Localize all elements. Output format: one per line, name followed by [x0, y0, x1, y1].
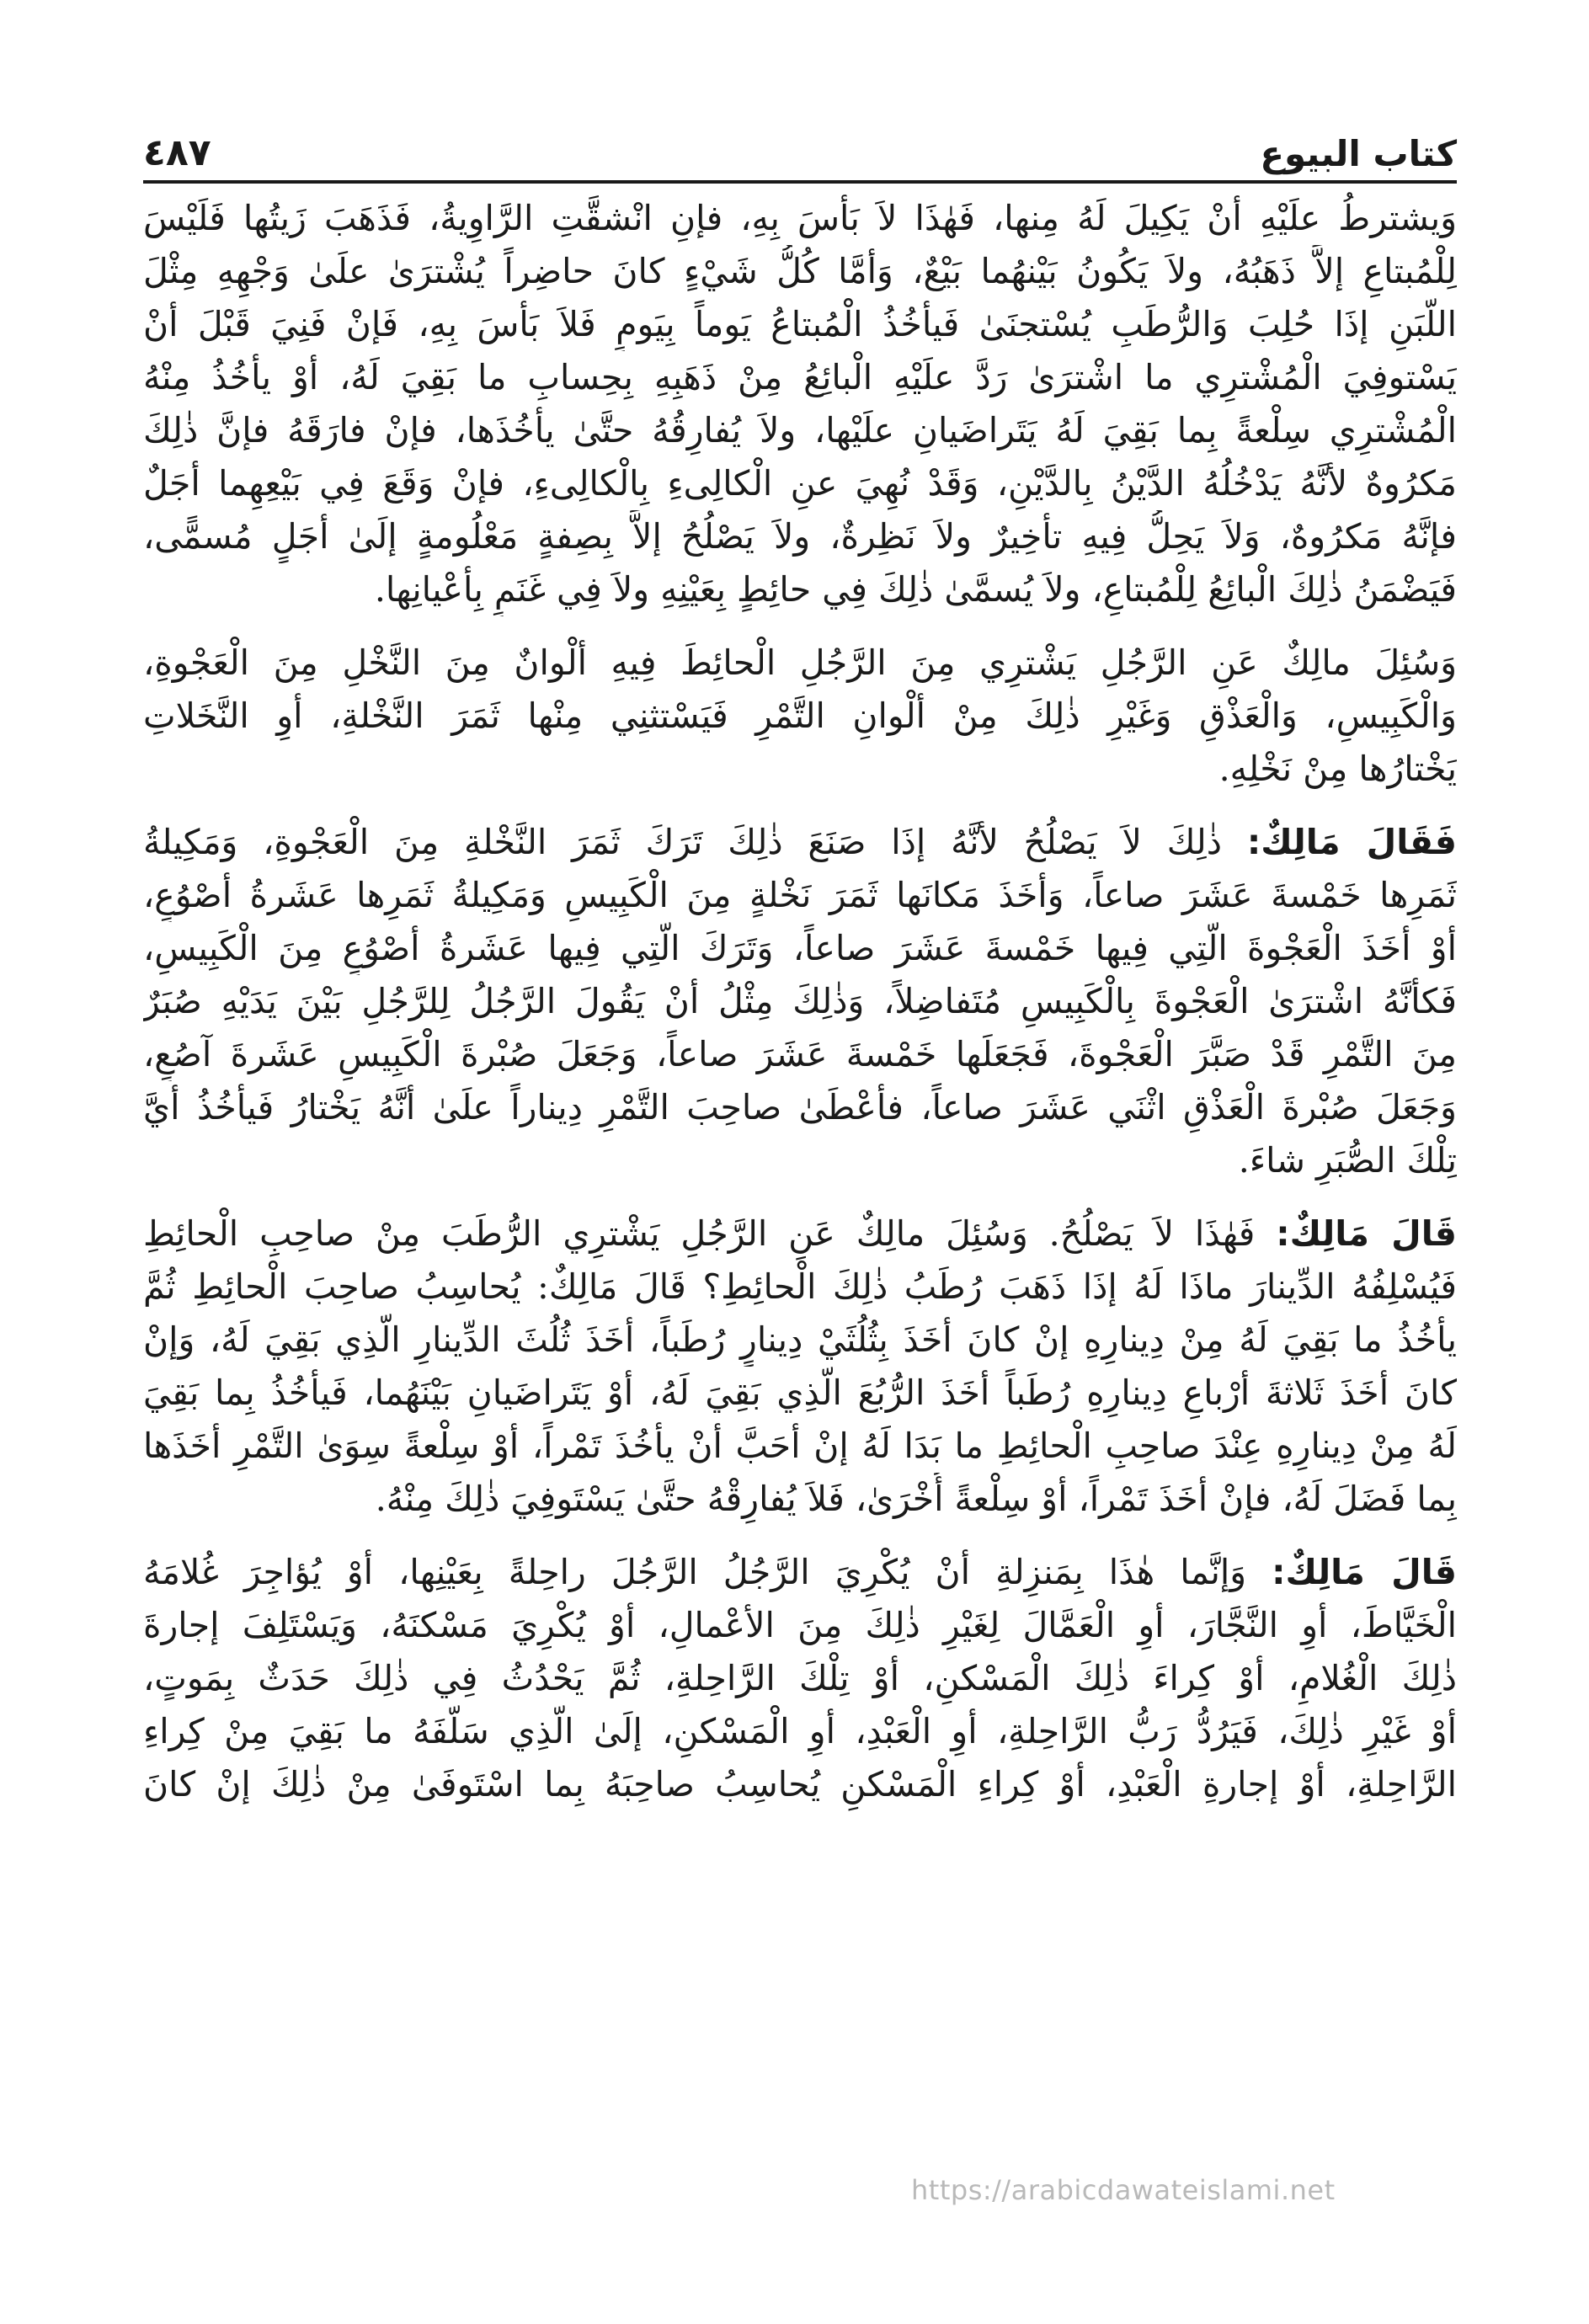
text-line: مِنَ التَّمْرِ قَدْ صَبَّرَ الْعَجْوةَ، فَجَعَلَها خَمْسةَ عَشَرَ صاعاً، وَجَعَلَ صُبْرةَ الْكَبِيسِ عَشَرةَ آصُعٍ، [143, 1034, 1457, 1074]
line-text: فَهٰذَا لاَ يَصْلُحُ. وَسُئِلَ مالِكٌ عَنِ الرَّجُلِ يَشْترِي الرُّطَبَ مِنْ صاحِبِ الْحائِطِ [143, 1213, 1256, 1254]
text-line: لَهُ مِنْ دِينارِهِ عِنْدَ صاحِبِ الْحائِطِ ما بَدَا لَهُ إنْ أحَبَّ أنْ يأخُذَ تَمْراً، أوْ سِلْعةً سِوَىٰ التَّمْرِ أخَذَها [143, 1426, 1457, 1466]
text-line: فَيُسْلِفُهُ الدِّينارَ ماذَا لَهُ إذَا ذَهَبَ رُطَبُ ذٰلِكَ الْحائِطِ؟ قَالَ مَالِكٌ: يُحاسِبُ صاحِبَ الْحائِطِ ثُمَّ [143, 1266, 1457, 1307]
page-number: ٤٨٧ [143, 131, 211, 174]
paragraph [143, 192, 1457, 616]
text-line: يأخُذُ ما بَقِيَ لَهُ مِنْ دِينارِهِ إنْ كانَ أخَذَ بِثُلُثَيْ دِينارٍ رُطَباً، أخَذَ ثُلُثَ الدِّينارِ الَّذِي بَقِيَ لَهُ، وَإنْ [143, 1319, 1457, 1360]
paragraph [143, 816, 1457, 1187]
text-line: وَجَعَلَ صُبْرةَ الْعَذْقِ اثْنَي عَشَرَ صاعاً، فأعْطَىٰ صاحِبَ التَّمْرِ دِيناراً علَىٰ أنَّهُ يَخْتارُ فَيأخُذُ أيَّ [143, 1087, 1457, 1127]
speaker-label: فَقَالَ مَالِكٌ: [1246, 822, 1457, 862]
running-title: كتاب البيوع [1260, 133, 1457, 174]
paragraph [143, 1546, 1457, 1811]
text-line: بِما فَضَلَ لَهُ، فإنْ أخَذَ تَمْراً، أوْ سِلْعةً أُخْرَىٰ، فَلاَ يُفارِقْهُ حتَّىٰ يَسْتَوفِيَ ذٰلِكَ مِنْهُ. [375, 1479, 1457, 1519]
text-line: يَخْتارُها مِنْ نَخْلِهِ. [1218, 749, 1457, 789]
watermark-url: https://arabicdawateislami.net [911, 2174, 1336, 2206]
speaker-label: قَالَ مَالِكٌ: [1272, 1552, 1457, 1592]
text-line: مَكرُوهٌ لأنَّهُ يَدْخُلُهُ الدَّيْنُ بِالدَّيْنِ، وَقَدْ نُهِيَ عنِ الْكالِىءِ بِالْكالِىءِ، فإنْ وَقَعَ فِي بَيْعِهِما أجَلٌ [143, 463, 1457, 504]
text-line: الْخَيَّاطَ، أوِ النَّجَّارَ، أوِ الْعَمَّالَ لِغَيْرِ ذٰلِكَ مِنَ الأعْمالِ، أوْ يُكْرِيَ مَسْكنَهُ، وَيَسْتَلِفَ إجارةَ [143, 1605, 1457, 1645]
text-line [143, 816, 1457, 869]
text-line [143, 1546, 1457, 1599]
text-line: ثَمَرِها خَمْسةَ عَشَرَ صاعاً، وَأخَذَ مَكانَها ثَمَرَ نَخْلةٍ مِنَ الْكَبِيسِ وَمَكِيلةُ ثَمَرِها عَشَرةُ أصْوُعٍ، [143, 875, 1457, 915]
paragraph [143, 637, 1457, 796]
text-line: تِلْكَ الصُّبَرِ شاءَ. [1238, 1140, 1457, 1181]
page-body [143, 192, 1457, 1831]
text-line: الرَّاحِلةِ، أوْ إجارةِ الْعَبْدِ، أوْ كِراءِ الْمَسْكنِ يُحاسِبُ صاحِبَهُ بِما اسْتَوفَىٰ مِنْ ذٰلِكَ إنْ كانَ [143, 1764, 1457, 1804]
text-line: وَسُئِلَ مالِكٌ عَنِ الرَّجُلِ يَشْترِي مِنَ الرَّجُلِ الْحائِطَ فِيهِ ألْوانٌ مِنَ النَّخْلِ مِنَ الْعَجْوةِ، [143, 642, 1457, 683]
text-line: وَيشترطُ علَيْهِ أنْ يَكِيلَ لَهُ مِنها، فَهٰذَا لاَ بَأسَ بِهِ، فإنِ انْشقَّتِ الرَّاوِيةُ، فَذَهَبَ زَيتُها فَلَيْسَ [143, 198, 1457, 238]
line-text: ذٰلِكَ لاَ يَصْلُحُ لأنَّهُ إذَا صَنَعَ ذٰلِكَ تَرَكَ ثَمَرَ النَّخْلةِ مِنَ الْعَجْوةِ، وَمَكِيلةُ [143, 822, 1223, 862]
speaker-label: قَالَ مَالِكٌ: [1276, 1213, 1457, 1254]
text-line: ذٰلِكَ الْغُلامِ، أوْ كِراءَ ذٰلِكَ الْمَسْكنِ، أوْ تِلْكَ الرَّاحِلةِ، ثُمَّ يَحْدُثُ فِي ذٰلِكَ حَدَثٌ بِمَوتٍ، [143, 1658, 1457, 1698]
line-text: وَإنَّما هٰذَا بِمَنزِلةِ أنْ يُكْرِيَ الرَّجُلُ الرَّجُلَ راحِلةً بِعَيْنِها، أوْ يُؤاجِرَ غُلامَهُ [143, 1552, 1247, 1592]
paragraph [143, 1207, 1457, 1526]
text-line: فَكأنَّهُ اشْترَىٰ الْعَجْوةَ بِالْكَبِيسِ مُتَفاضِلاً، وَذٰلِكَ مِثْلُ أنْ يَقُولَ الرَّجُلُ لِلرَّجُلِ بَيْنَ يَدَيْهِ صُبَرٌ [143, 981, 1457, 1021]
text-line: كانَ أخَذَ ثَلاثةَ أرْباعِ دِينارِهِ رُطَباً أخَذَ الرُّبُعَ الَّذِي بَقِيَ لَهُ، أوْ يَتَراضَيانِ بَيْنَهُما، فَيأخُذُ بِما بَقِيَ [143, 1373, 1457, 1413]
text-line [143, 1207, 1457, 1261]
text-line: فَيَضْمَنُ ذٰلِكَ الْبائِعُ لِلْمُبتاعِ، ولاَ يُسمَّىٰ ذٰلِكَ فِي حائِطٍ بِعَيْنِهِ ولاَ فِي غَنَمٍ بِأعْيانِها. [374, 569, 1457, 610]
text-line: لِلْمُبتاعِ إلاَّ ذَهَبُهُ، ولاَ يَكُونُ بَيْنهُما بَيْعٌ، وَأمَّا كُلُّ شَيْءٍ كانَ حاضِراً يُشْترَىٰ علَىٰ وَجْهِهِ مِثْلَ [143, 251, 1457, 291]
text-line: الْمُشْترِي سِلْعةً بِما بَقِيَ لَهُ يَتَراضَيانِ علَيْها، ولاَ يُفارِقُهُ حتَّىٰ يأخُذَها، فإنْ فارَقَهُ فإنَّ ذٰلِكَ [143, 410, 1457, 450]
book-page [143, 0, 1457, 2324]
text-line: أوْ أخَذَ الْعَجْوةَ الَّتِي فِيها خَمْسةَ عَشَرَ صاعاً، وَتَرَكَ الَّتِي فِيها عَشَرةُ أصْوُعٍ مِنَ الْكَبِيسِ، [143, 928, 1457, 968]
text-line: فإنَّهُ مَكرُوهٌ، وَلاَ يَحِلُّ فِيهِ تأخِيرٌ ولاَ نَظِرةٌ، ولاَ يَصْلُحُ إلاَّ بِصِفةٍ مَعْلُومةٍ إلَىٰ أجَلٍ مُسمًّى، [143, 516, 1457, 557]
page-header [143, 101, 1457, 177]
header-rule [143, 180, 1457, 184]
text-line: وَالْكَبِيسِ، وَالْعَذْقِ وَغَيْرِ ذٰلِكَ مِنْ ألْوانِ التَّمْرِ فَيَسْتثنِي مِنْها ثَمَرَ النَّخْلةِ، أوِ النَّخَلاتِ [143, 696, 1457, 736]
text-line: يَسْتوفِيَ الْمُشْترِي ما اشْترَىٰ رَدَّ علَيْهِ الْبائِعُ مِنْ ذَهَبِهِ بِحِسابِ ما بَقِيَ لَهُ، أوْ يأخُذُ مِنْهُ [143, 357, 1457, 397]
text-line: اللَّبَنِ إذَا حُلِبَ وَالرُّطَبِ يُسْتجنَىٰ فَيأخُذُ الْمُبتاعُ يَوماً بِيَومٍ فَلاَ بَأسَ بِهِ، فَإنْ فَنِيَ قَبْلَ أنْ [143, 304, 1457, 344]
text-line: أوْ غَيْرِ ذٰلِكَ، فَيَرُدُّ رَبُّ الرَّاحِلةِ، أوِ الْعَبْدِ، أوِ الْمَسْكنِ، إلَىٰ الَّذِي سَلَّفَهُ ما بَقِيَ مِنْ كِراءِ [143, 1711, 1457, 1751]
